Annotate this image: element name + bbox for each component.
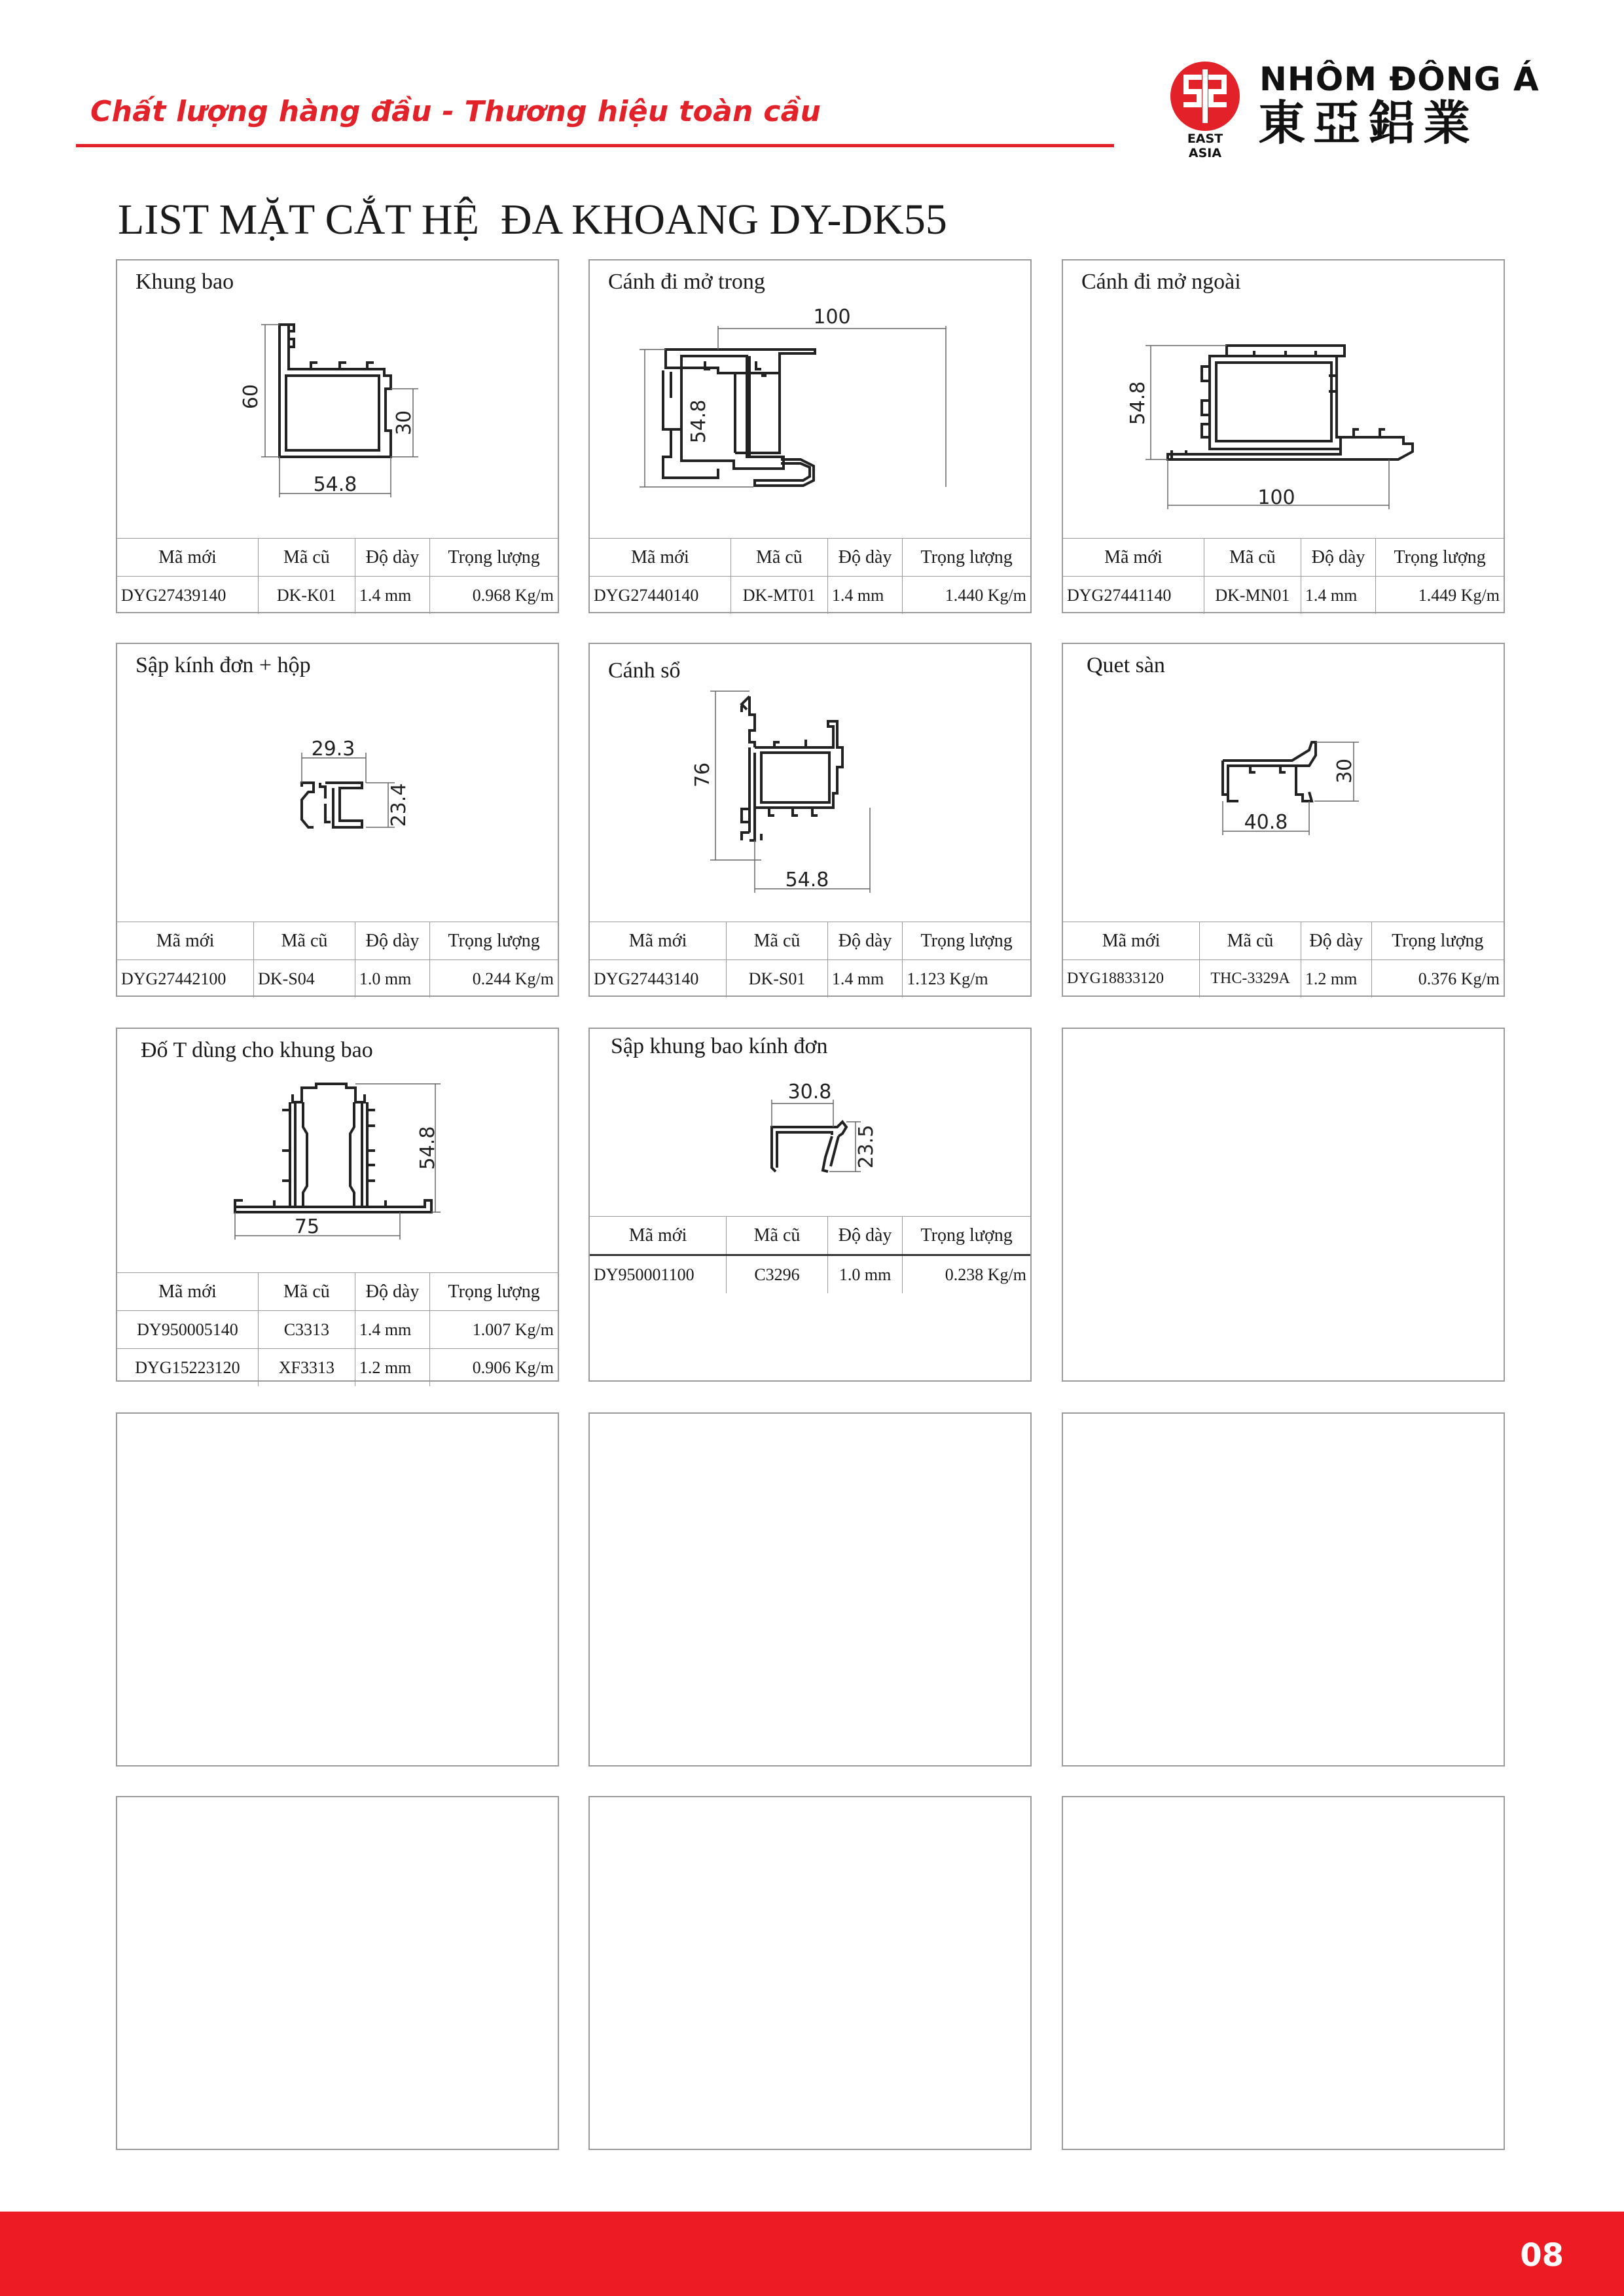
dim-width: 30.8 — [787, 1081, 832, 1103]
header-old-code: Mã cũ — [254, 922, 355, 960]
dim-height: 30 — [1333, 758, 1356, 784]
dim-height: 54.8 — [416, 1126, 439, 1170]
spec-table — [590, 538, 1030, 614]
east-asia-logo-icon — [1169, 60, 1241, 132]
dim-height: 76 — [691, 762, 714, 788]
old-code: DK-K01 — [258, 577, 355, 615]
dim-width: 100 — [813, 306, 851, 329]
profile-card-sap-khung-bao-kinh-don — [588, 1028, 1032, 1382]
dim-height: 54.8 — [1127, 381, 1149, 425]
profile-card-khung-bao — [116, 259, 559, 613]
brand-en: EAST ASIA — [1187, 132, 1223, 160]
weight: 0.238 Kg/m — [903, 1255, 1030, 1294]
old-code: XF3313 — [258, 1349, 355, 1387]
old-code: DK-S01 — [727, 960, 828, 998]
page-number: 08 — [1520, 2237, 1564, 2274]
spec-table — [1063, 538, 1504, 614]
table-row — [117, 1311, 558, 1349]
spec-table — [117, 538, 558, 614]
header-new-code: Mã mới — [1063, 539, 1204, 577]
weight: 0.376 Kg/m — [1371, 960, 1504, 998]
new-code: DYG27443140 — [590, 960, 727, 998]
slogan: Chất lượng hàng đầu - Thương hiệu toàn cầu — [90, 95, 821, 128]
card-title: Đố T dùng cho khung bao — [141, 1038, 373, 1062]
profile-drawing — [590, 260, 1033, 542]
dim-width: 29.3 — [311, 738, 355, 761]
header-thickness: Độ dày — [827, 539, 902, 577]
header-weight: Trọng lượng — [430, 539, 558, 577]
spec-header-row — [117, 922, 558, 960]
weight: 1.007 Kg/m — [430, 1311, 558, 1349]
new-code: DYG27441140 — [1063, 577, 1204, 615]
table-row — [590, 960, 1030, 998]
spec-header-row — [117, 539, 558, 577]
new-code: DYG27439140 — [117, 577, 258, 615]
empty-card — [1062, 1796, 1505, 2150]
weight: 1.123 Kg/m — [903, 960, 1030, 998]
header-old-code: Mã cũ — [731, 539, 827, 577]
thickness: 1.2 mm — [1301, 960, 1371, 998]
card-title: Khung bao — [135, 270, 234, 294]
spec-header-row — [590, 922, 1030, 960]
profile-card-quet-san — [1062, 643, 1505, 997]
thickness: 1.4 mm — [355, 1311, 429, 1349]
card-title: Cánh đi mở ngoài — [1081, 270, 1241, 294]
header-thickness: Độ dày — [355, 539, 429, 577]
dim-width: 40.8 — [1244, 811, 1288, 834]
card-title: Quet sàn — [1087, 653, 1165, 677]
new-code: DYG27440140 — [590, 577, 731, 615]
dim-height: 23.4 — [388, 783, 410, 827]
header-weight: Trọng lượng — [1371, 922, 1504, 960]
spec-header-row — [117, 1273, 558, 1311]
dim-width: 75 — [294, 1215, 320, 1238]
brand-cn: 東亞鋁業 — [1258, 96, 1479, 151]
weight: 0.968 Kg/m — [430, 577, 558, 615]
header-old-code: Mã cũ — [258, 539, 355, 577]
empty-card — [1062, 1028, 1505, 1382]
header-thickness: Độ dày — [827, 1217, 902, 1255]
card-title: Cánh đi mở trong — [608, 270, 765, 294]
thickness: 1.2 mm — [355, 1349, 429, 1387]
profile-card-do-t — [116, 1028, 559, 1382]
weight: 1.440 Kg/m — [903, 577, 1030, 615]
new-code: DY950005140 — [117, 1311, 258, 1349]
header-new-code: Mã mới — [590, 1217, 727, 1255]
table-row — [590, 577, 1030, 615]
table-row — [1063, 960, 1504, 998]
thickness: 1.0 mm — [827, 1255, 902, 1294]
dim-height: 60 — [240, 384, 262, 410]
new-code: DYG15223120 — [117, 1349, 258, 1387]
spec-table — [1063, 922, 1504, 997]
new-code: DYG27442100 — [117, 960, 254, 998]
dim-width: 54.8 — [313, 473, 357, 496]
header-thickness: Độ dày — [1301, 539, 1375, 577]
new-code: DY950001100 — [594, 1265, 695, 1284]
new-code: DYG18833120 — [1063, 960, 1200, 998]
spec-header-row — [590, 1217, 1030, 1255]
header-weight: Trọng lượng — [1376, 539, 1504, 577]
header-old-code: Mã cũ — [727, 1217, 828, 1255]
header-weight: Trọng lượng — [903, 1217, 1030, 1255]
empty-card — [116, 1796, 559, 2150]
table-row — [590, 1255, 1030, 1294]
spec-header-row — [1063, 922, 1504, 960]
dim-height: 23.5 — [855, 1124, 878, 1169]
header-thickness: Độ dày — [827, 922, 902, 960]
card-title: Sập khung bao kính đơn — [611, 1034, 828, 1058]
profile-drawing — [117, 644, 560, 925]
spec-table — [117, 1272, 558, 1386]
footer-bar — [0, 2212, 1624, 2296]
thickness: 1.4 mm — [1301, 577, 1375, 615]
header-new-code: Mã mới — [590, 922, 727, 960]
spec-table — [117, 922, 558, 997]
thickness: 1.4 mm — [827, 960, 902, 998]
spec-header-row — [590, 539, 1030, 577]
header-new-code: Mã mới — [1063, 922, 1200, 960]
weight: 0.906 Kg/m — [430, 1349, 558, 1387]
old-code: DK-MN01 — [1204, 577, 1301, 615]
dim-width: 54.8 — [785, 869, 829, 891]
table-row — [117, 577, 558, 615]
header-new-code: Mã mới — [117, 1273, 258, 1311]
header-old-code: Mã cũ — [258, 1273, 355, 1311]
header-thickness: Độ dày — [355, 1273, 429, 1311]
profile-drawing — [1063, 644, 1506, 925]
card-title: Cánh sổ — [608, 658, 681, 683]
dim-width: 100 — [1257, 486, 1295, 509]
header-old-code: Mã cũ — [727, 922, 828, 960]
old-code: C3296 — [727, 1255, 828, 1294]
spec-table — [590, 922, 1030, 997]
header-weight: Trọng lượng — [903, 539, 1030, 577]
header-old-code: Mã cũ — [1200, 922, 1301, 960]
brand-name: NHÔM ĐÔNG Á — [1259, 60, 1540, 98]
profile-drawing — [1063, 260, 1506, 542]
profile-card-canh-di-mo-trong — [588, 259, 1032, 613]
spec-table — [590, 1216, 1030, 1293]
thickness: 1.0 mm — [355, 960, 429, 998]
empty-card — [588, 1796, 1032, 2150]
weight: 1.449 Kg/m — [1376, 577, 1504, 615]
profile-card-canh-so — [588, 643, 1032, 997]
card-title: Sập kính đơn + hộp — [135, 653, 311, 677]
table-row — [117, 1349, 558, 1387]
header-weight: Trọng lượng — [903, 922, 1030, 960]
empty-card — [1062, 1412, 1505, 1767]
profile-card-sap-kinh-don-hop — [116, 643, 559, 997]
profile-drawing — [590, 1029, 1033, 1225]
header-new-code: Mã mới — [117, 922, 254, 960]
header-weight: Trọng lượng — [430, 922, 558, 960]
thickness: 1.4 mm — [827, 577, 902, 615]
old-code: C3313 — [258, 1311, 355, 1349]
table-row — [117, 960, 558, 998]
dim-height: 54.8 — [687, 399, 710, 444]
empty-card — [116, 1412, 559, 1767]
old-code: THC-3329A — [1200, 960, 1301, 998]
header-thickness: Độ dày — [355, 922, 429, 960]
old-code: DK-MT01 — [731, 577, 827, 615]
page-title: LIST MẶT CẮT HỆ ĐA KHOANG DY-DK55 — [118, 196, 947, 243]
header-thickness: Độ dày — [1301, 922, 1371, 960]
profile-drawing — [590, 644, 1033, 925]
dim-right: 30 — [393, 410, 416, 436]
header-old-code: Mã cũ — [1204, 539, 1301, 577]
weight: 0.244 Kg/m — [430, 960, 558, 998]
empty-card — [588, 1412, 1032, 1767]
profile-drawing — [117, 1029, 560, 1291]
header-new-code: Mã mới — [590, 539, 731, 577]
header-new-code: Mã mới — [117, 539, 258, 577]
profile-card-canh-di-mo-ngoai — [1062, 259, 1505, 613]
header-weight: Trọng lượng — [430, 1273, 558, 1311]
slogan-rule — [76, 144, 1114, 147]
thickness: 1.4 mm — [355, 577, 429, 615]
profile-drawing — [117, 260, 560, 542]
table-row — [1063, 577, 1504, 615]
old-code: DK-S04 — [254, 960, 355, 998]
spec-header-row — [1063, 539, 1504, 577]
